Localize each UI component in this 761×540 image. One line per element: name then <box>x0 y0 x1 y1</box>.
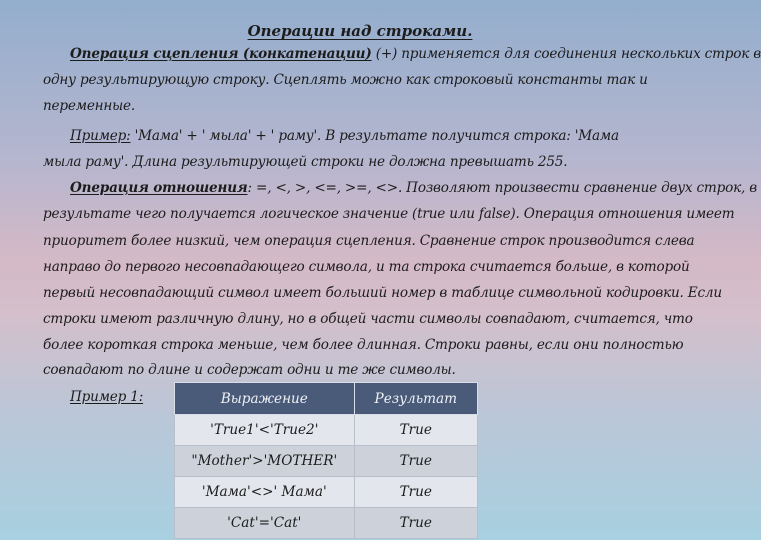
table-header-row <box>175 383 478 415</box>
text-line: первый несовпадающий символ имеет больший номер в таблице символьной кодировки. Если <box>43 285 722 301</box>
concat-term: Операция сцепления (конкатенации) <box>70 46 372 62</box>
text-line: совпадают по длине и содержат одни и те же символы. <box>43 362 456 378</box>
example-label: Пример: <box>70 128 131 144</box>
result-cell: True <box>354 477 477 508</box>
header-result: Результат <box>354 383 477 415</box>
result-cell: True <box>354 415 477 446</box>
result-cell: True <box>354 446 477 477</box>
text-line: приоритет более низкий, чем операция сцепления. Сравнение строк производится слева <box>43 233 695 249</box>
concat-text: (+) применяется для соединения нескольких строк в <box>371 46 761 62</box>
result-cell: True <box>354 508 477 539</box>
text-line: переменные. <box>43 98 136 114</box>
expression-cell: "Mother'>'MOTHER' <box>175 446 355 477</box>
text-line <box>70 180 757 196</box>
page-title: Операции над строками. <box>247 22 473 40</box>
text-line: строки имеют различную длину, но в общей части символы совпадают, считается, что <box>43 311 693 327</box>
text-line: мыла раму'. Длина результирующей строки не должна превышать 255. <box>43 154 568 170</box>
relation-term: Операция отношения <box>70 180 248 196</box>
table-row <box>175 446 478 477</box>
table-row <box>175 477 478 508</box>
text-line: направо до первого несовпадающего символа, и та строка считается больше, в которой <box>43 259 690 275</box>
expression-cell: 'True1'<'True2' <box>175 415 355 446</box>
comparison-table <box>174 382 478 539</box>
text-line <box>70 46 761 62</box>
example-1-label: Пример 1: <box>70 389 144 405</box>
table-row <box>175 415 478 446</box>
relation-text: : =, <, >, <=, >=, <>. Позволяют произвести сравнение двух строк, в <box>247 180 757 196</box>
text-line: более короткая строка меньше, чем более длинная. Строки равны, если они полностью <box>43 337 684 353</box>
expression-cell: 'Cat'='Cat' <box>175 508 355 539</box>
text-line: одну результирующую строку. Сцеплять можно как строковый константы так и <box>43 72 648 88</box>
expression-cell: 'Мама'<>' Мама' <box>175 477 355 508</box>
table-row <box>175 508 478 539</box>
text-line <box>70 128 619 144</box>
text-line: результате чего получается логическое значение (true или false). Операция отношения имеет <box>43 206 735 222</box>
header-expression: Выражение <box>175 383 355 415</box>
example-text: 'Мама' + ' мыла' + ' раму'. В результате получится строка: 'Мама <box>130 128 619 144</box>
